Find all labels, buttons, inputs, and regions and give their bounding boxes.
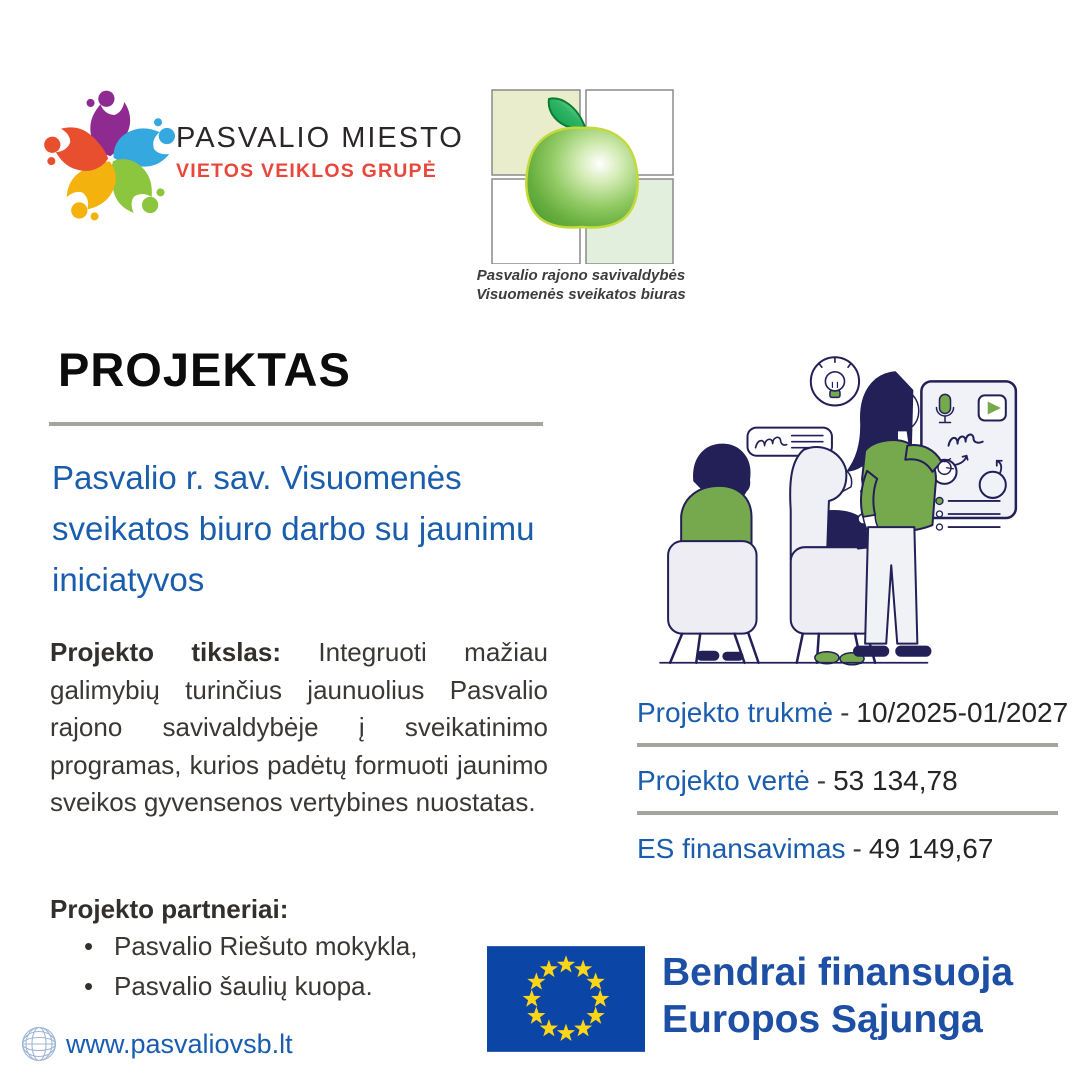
project-goal-label: Projekto tikslas: — [50, 637, 282, 667]
detail-row-value — [637, 765, 1067, 797]
divider — [637, 811, 1058, 815]
detail-label: Projekto trukmė — [637, 697, 834, 728]
vvg-title: PASVALIO MIESTO — [176, 122, 464, 154]
detail-value: 10/2025-01/2027 — [856, 697, 1069, 728]
health-bureau-caption-line2: Visuomenės sveikatos biuras — [476, 286, 686, 303]
divider — [637, 743, 1058, 747]
detail-label: ES finansavimas — [637, 833, 846, 864]
list-item — [84, 931, 514, 962]
vvg-subtitle: VIETOS VEIKLOS GRUPĖ — [176, 160, 437, 182]
eu-funding-line2: Europos Sąjunga — [662, 998, 983, 1041]
partner-name: Pasvalio Riešuto mokykla, — [114, 931, 418, 961]
detail-dash: - — [816, 765, 827, 796]
website-link[interactable]: www.pasvaliovsb.lt — [66, 1029, 293, 1059]
bullet-icon: • — [84, 931, 94, 961]
detail-value: 53 134,78 — [833, 765, 958, 796]
divider — [49, 422, 543, 426]
globe-icon — [19, 1024, 59, 1064]
detail-dash: - — [840, 697, 850, 728]
list-item — [84, 971, 514, 1002]
project-goal-text: Integruoti mažiau galimybių turinčius jaunuolius Pasvalio rajono savivaldybėje į sveikatinimo programas, kurios padėtų formuoti jaunimo sveikos gyvensenos vertybines nuostatas. — [50, 637, 548, 817]
eu-funding-text — [662, 949, 1013, 1043]
vvg-logo-icon — [44, 90, 178, 228]
play-icon — [979, 395, 1006, 420]
seated-person-left — [668, 445, 758, 663]
detail-label: Projekto vertė — [637, 765, 810, 796]
bullet-icon: • — [84, 971, 94, 1001]
vvg-logo-text — [176, 122, 476, 183]
eu-funding-line1: Bendrai finansuoja — [662, 951, 1014, 994]
lightbulb-icon — [811, 357, 859, 405]
detail-dash: - — [852, 833, 862, 864]
health-bureau-caption — [471, 266, 691, 304]
partners-label: Projekto partneriai: — [50, 894, 289, 924]
health-bureau-apple-icon — [489, 86, 677, 264]
presentation-illustration — [650, 350, 1042, 672]
detail-value: 49 149,67 — [868, 833, 994, 864]
detail-row-duration — [637, 697, 1067, 729]
health-bureau-caption-line1: Pasvalio rajono savivaldybės — [476, 267, 686, 284]
page-title: PROJEKTAS — [58, 343, 351, 396]
eu-flag-icon — [487, 946, 645, 1052]
project-title: Pasvalio r. sav. Visuomenės sveikatos biuro darbo su jaunimu iniciatyvos — [52, 459, 535, 598]
detail-row-eu-funding — [637, 833, 1067, 865]
partner-name: Pasvalio šaulių kuopa. — [114, 971, 373, 1001]
project-goal-paragraph — [50, 634, 548, 822]
